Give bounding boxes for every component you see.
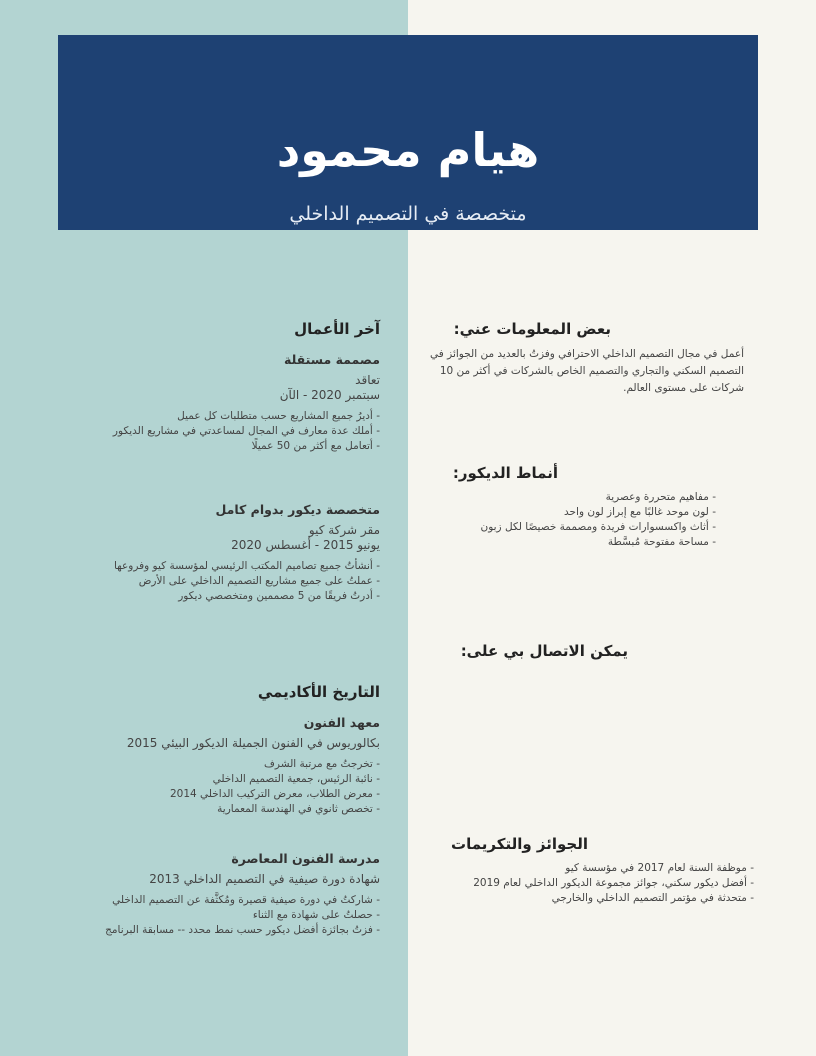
about-heading: بعض المعلومات عني: (453, 320, 611, 338)
list-item: - أثاث واكسسوارات فريدة ومصممة خصيصًا لكل زبون (414, 520, 716, 535)
job-role: مصممة مستقلة (284, 352, 380, 367)
list-item: - أدرتُ فريقًا من 5 مصممين ومتخصصي ديكور (40, 589, 380, 604)
awards-heading: الجوائز والتكريمات (451, 835, 588, 853)
education-heading: التاريخ الأكاديمي (257, 683, 380, 701)
education-entry (60, 715, 380, 817)
job-entry (60, 352, 380, 454)
education-bullets (60, 757, 380, 817)
list-item: - أملك عدة معارف في المجال لمساعدتي في مشاريع الديكور (60, 424, 380, 439)
contact-heading: يمكن الاتصال بي على: (460, 642, 628, 660)
degree: شهادة دورة صيفية في التصميم الداخلي 2013 (149, 872, 380, 886)
education-bullets (40, 893, 380, 938)
school-name: معهد الفنون (303, 715, 380, 730)
awards-list (414, 861, 754, 906)
list-item: - عملتُ على جميع مشاريع التصميم الداخلي على الأرض (40, 574, 380, 589)
school-name: مدرسة الفنون المعاصرة (231, 851, 380, 866)
styles-section (408, 464, 558, 482)
list-item: - نائبة الرئيس، جمعية التصميم الداخلي (60, 772, 380, 787)
about-text: أعمل في مجال التصميم الداخلي الاحترافي وفزتُ بالعديد من الجوائز في التصميم السكني والتجاري والتصميم الخاص بالشركات في أكثر من 10 شركات على مستوى العالم. (430, 348, 744, 394)
list-item: - حصلتُ على شهادة مع الثناء (40, 908, 380, 923)
list-item: - مساحة مفتوحة مُبسَّطة (414, 535, 716, 550)
list-item: - فزتُ بجائزة أفضل ديكور حسب نمط محدد -- مسابقة البرنامج (40, 923, 380, 938)
person-name: هيام محمود (276, 123, 540, 177)
job-bullets (40, 559, 380, 604)
job-bullets (60, 409, 380, 454)
list-item: - أديرُ جميع المشاريع حسب متطلبات كل عميل (60, 409, 380, 424)
job-dates: سبتمبر 2020 - الآن (279, 388, 380, 402)
list-item: - متحدثة في مؤتمر التصميم الداخلي والخارجي (414, 891, 754, 906)
job-type: مقر شركة كيو (308, 523, 380, 537)
list-item: - تخرجتُ مع مرتبة الشرف (60, 757, 380, 772)
list-item: - شاركتُ في دورة صيفية قصيرة ومُكثَّفة عن التصميم الداخلي (40, 893, 380, 908)
list-item: - مفاهيم متحررة وعصرية (414, 490, 716, 505)
job-role: متخصصة ديكور بدوام كامل (215, 502, 380, 517)
about-heading-wrap (411, 320, 611, 338)
job-entry (40, 502, 380, 604)
job-type: تعاقد (355, 373, 380, 387)
list-item: - موظفة السنة لعام 2017 في مؤسسة كيو (414, 861, 754, 876)
list-item: - تخصص ثانوي في الهندسة المعمارية (60, 802, 380, 817)
degree: بكالوريوس في الفنون الجميلة الديكور البيئي 2015 (126, 736, 380, 750)
education-entry (40, 851, 380, 938)
job-dates: يونيو 2015 - أغسطس 2020 (231, 538, 380, 552)
work-section (80, 320, 380, 338)
list-item: - أفضل ديكور سكني، جوائز مجموعة الديكور الداخلي لعام 2019 (414, 876, 754, 891)
styles-list (414, 490, 716, 550)
education-section (80, 683, 380, 701)
list-item: - لون موحد غالبًا مع إبراز لون واحد (414, 505, 716, 520)
resume-header (58, 35, 758, 230)
contact-section (408, 642, 628, 660)
list-item: - أنشأتُ جميع تصاميم المكتب الرئيسي لمؤسسة كيو وفروعها (40, 559, 380, 574)
work-heading: آخر الأعمال (294, 320, 380, 338)
list-item: - معرض الطلاب، معرض التركيب الداخلي 2014 (60, 787, 380, 802)
job-title: متخصصة في التصميم الداخلي (289, 203, 527, 225)
list-item: - أتعامل مع أكثر من 50 عميلًا (60, 439, 380, 454)
styles-heading: أنماط الديكور: (452, 464, 558, 482)
awards-section (408, 835, 588, 853)
